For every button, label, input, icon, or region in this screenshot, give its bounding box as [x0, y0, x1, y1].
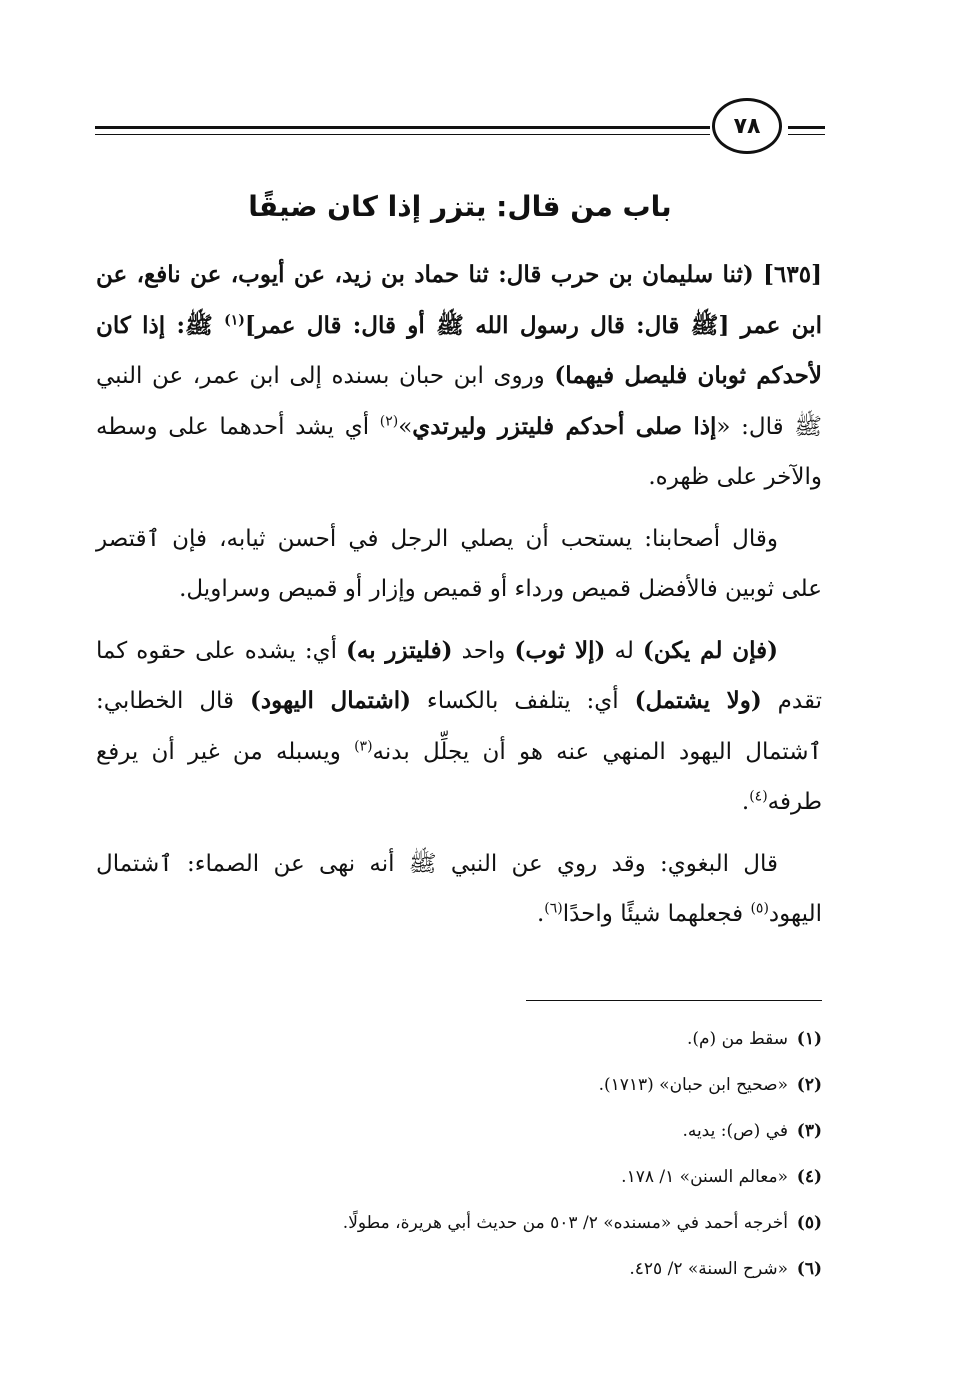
- footnote-ref[interactable]: (٦): [544, 900, 563, 917]
- footnote-number: (١): [796, 1029, 822, 1049]
- footnote-text: في (ص): يديه.: [682, 1121, 788, 1141]
- footnote-item: [96, 1246, 822, 1292]
- commentary-text: وروى ابن حبان بسنده إلى ابن عمر، عن النبي ﷺ قال: «: [96, 363, 822, 440]
- commentary-text: أي: يتلفف بالكساء: [411, 688, 635, 714]
- footnotes-list: [96, 1016, 822, 1292]
- footnote-item: [96, 1062, 822, 1108]
- commentary-text: فجعلهما شيئًا واحدًا: [562, 901, 751, 927]
- matn-quote: (اشتمال اليهود): [249, 687, 411, 714]
- footnote-item: [96, 1200, 822, 1246]
- footnote-text: سقط من (م).: [686, 1029, 788, 1049]
- commentary-text: أي يشد أحدهما على وسطه والآخر على ظهره.: [96, 413, 822, 490]
- page-number: ٧٨: [733, 113, 761, 139]
- honorific-icon: ﷺ: [690, 311, 719, 339]
- commentary-text: أي: يشده على حقوه كما تقدم: [96, 637, 822, 714]
- footnote-text: «صحيح ابن حبان» (١٧١٣).: [598, 1075, 788, 1095]
- hadith-text-1: [٦٣٥] (ثنا سليمان بن حرب قال: ثنا حماد بن زيد، عن أيوب، عن نافع، عن ابن عمر [: [96, 261, 822, 339]
- commentary-text: ويسبله من غير أن يرفع طرفه: [96, 738, 822, 815]
- footnote-ref[interactable]: (١): [224, 311, 245, 328]
- commentary-text: قال الخطابي: ٱشتمال اليهود المنهي عنه هو أن يجلِّل بدنه: [96, 688, 822, 765]
- matn-quote: (إلا ثوب): [514, 636, 606, 664]
- matn-quote: (ولا يشتمل): [634, 687, 762, 714]
- page-header: [95, 98, 825, 160]
- page-number-badge: [712, 98, 782, 154]
- footnote-ref[interactable]: (٣): [354, 737, 373, 754]
- footnote-number: (٥): [796, 1213, 822, 1233]
- paragraph-ashab: وقال أصحابنا: يستحب أن يصلي الرجل في أحسن ثيابه، فإن ٱقتصر على ثوبين فالأفضل قميص ورداء أو قميص وإزار أو قميص وسراويل.: [96, 525, 822, 602]
- chapter-title: باب من قال: يتزر إذا كان ضيقًا: [248, 190, 672, 223]
- main-text: [96, 250, 822, 951]
- matn-quote: (فليتزر به): [346, 636, 453, 664]
- hadith-text-3: ﷺ: إذا كان لأحدكم ثوبان فليصل فيهما): [96, 311, 822, 389]
- footnote-item: [96, 1154, 822, 1200]
- commentary-text: قال البغوي: وقد روي عن النبي ﷺ أنه نهى عن الصماء: ٱشتمال اليهود: [96, 850, 822, 927]
- footnote-item: [96, 1108, 822, 1154]
- commentary-text: .: [741, 789, 750, 815]
- commentary-text: واحد: [452, 637, 515, 664]
- commentary-text: له: [605, 637, 643, 664]
- footnote-separator: [526, 1000, 822, 1001]
- hadith-text-2: قال: قال رسول الله ﷺ أو قال: قال عمر]: [244, 311, 691, 339]
- footnote-text: «معالم السنن» ١/ ١٧٨.: [621, 1167, 788, 1187]
- quoted-hadith: إذا صلى أحدكم فليتزر وليرتدي: [412, 412, 717, 440]
- footnote-text: أخرجه أحمد في «مسنده» ٢/ ٥٠٣ من حديث أبي هريرة، مطولًا.: [342, 1213, 788, 1233]
- footnote-item: [96, 1016, 822, 1062]
- footnote-number: (٦): [796, 1259, 822, 1279]
- paragraph-baghawi: [96, 839, 822, 940]
- quote-close: »: [398, 413, 413, 440]
- footnote-number: (٤): [796, 1167, 822, 1187]
- footnote-ref[interactable]: (٥): [750, 900, 769, 917]
- paragraph-hadith: [96, 250, 822, 503]
- footnote-text: «شرح السنة» ٢/ ٤٢٥.: [629, 1259, 788, 1279]
- footnote-number: (٣): [796, 1121, 822, 1141]
- header-rule-thick: [95, 126, 710, 129]
- header-rule-tail-thin: [788, 134, 825, 135]
- footnote-number: (٢): [796, 1075, 822, 1095]
- matn-quote: (فإن لم يكن): [642, 636, 778, 664]
- header-rule-thin: [95, 134, 710, 135]
- footnote-ref[interactable]: (٤): [749, 788, 768, 805]
- paragraph-explanation: [96, 626, 822, 828]
- header-rule-tail: [788, 126, 825, 129]
- footnote-ref[interactable]: (٢): [379, 412, 399, 429]
- commentary-text: .: [536, 901, 545, 927]
